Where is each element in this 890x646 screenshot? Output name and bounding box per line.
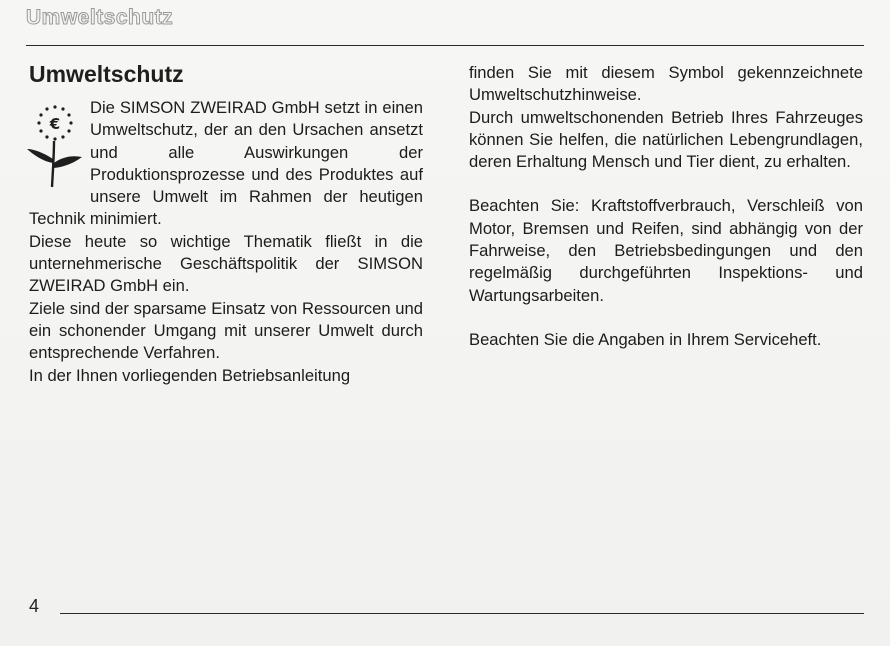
eco-flower-icon xyxy=(26,97,84,189)
page-number: 4 xyxy=(29,596,40,616)
svg-text:€: € xyxy=(49,115,61,133)
right-paragraph-3: Beachten Sie: Kraftstoffverbrauch, Verschleiß von Motor, Bremsen und Reifen, sind abhängig von der Fahrweise, den Betriebsbedingungen und den regelmäßig durchgeführten Inspektions- und Wartungsarbeiten. xyxy=(469,196,863,305)
left-paragraph-2: Diese heute so wichtige Thematik fließt in die unternehmerische Geschäftspolitik der SIMSON ZWEIRAD GmbH ein. xyxy=(29,231,423,296)
right-paragraph-1: finden Sie mit diesem Symbol gekennzeichnete Umweltschutzhinweise. xyxy=(469,63,863,105)
footer-rule xyxy=(60,613,864,614)
left-column xyxy=(29,97,423,387)
left-paragraph-1: Die SIMSON ZWEIRAD GmbH setzt in einen Umweltschutz, der an den Ursachen ansetzt und alle Auswirkungen der Produktionsprozesse und des Produktes auf unsere Umwelt im Rahmen der heutigen Technik minimiert. xyxy=(29,98,423,229)
left-paragraph-3: Ziele sind der sparsame Einsatz von Ressourcen und ein schonender Umgang mit unserer Umwelt durch entsprechende Verfahren. xyxy=(29,298,423,363)
header-rule xyxy=(26,45,864,46)
right-paragraph-2: Durch umweltschonenden Betrieb Ihres Fahrzeuges können Sie helfen, die natürlichen Lebengrundlagen, deren Erhaltung Mensch und Tier dient, zu erhalten. xyxy=(469,107,863,172)
left-paragraph-4: In der Ihnen vorliegenden Betriebsanleitung xyxy=(29,365,351,385)
right-column xyxy=(469,62,863,351)
right-paragraph-4: Beachten Sie die Angaben in Ihrem Serviceheft. xyxy=(469,329,822,349)
running-header: Umweltschutz xyxy=(26,6,174,29)
section-title: Umweltschutz xyxy=(29,61,184,87)
